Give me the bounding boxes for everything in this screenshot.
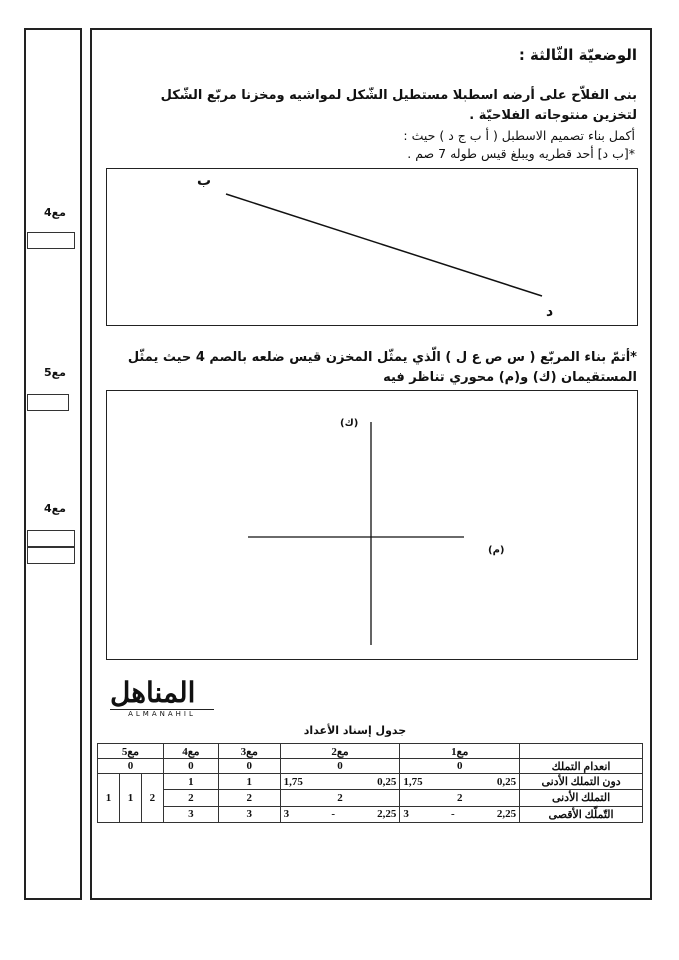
table-row: [98, 774, 643, 790]
cell: 1: [163, 774, 218, 790]
cell: 3: [218, 806, 280, 822]
cell: 0: [400, 759, 520, 774]
logo-latin: ALMANAHIL: [128, 710, 196, 718]
axis-k-label: (ك): [340, 418, 359, 429]
margin-column: [24, 28, 82, 900]
m5-sub-cell: 2: [141, 774, 163, 822]
cell: 2: [400, 790, 520, 806]
logo-arabic: المناهل: [110, 676, 196, 709]
task2-text: *أتمّ بناء المربّع ( س ص ع ل ) الّذي يمثّل المخزن قيس ضلعه بالصم 4 حيث يمثّل المستقيمان (ك) و(م) محوري تناظر فيه: [127, 350, 637, 385]
table-row: [98, 806, 643, 822]
point-b-label: ب: [197, 173, 212, 189]
margin-mark-3: مع4: [44, 502, 66, 515]
axis-m-label: (م): [488, 545, 505, 556]
cell: 0: [163, 759, 218, 774]
header-m5: مع5: [98, 744, 164, 759]
cell: 2: [218, 790, 280, 806]
task1-line1: أكمل بناء تصميم الاسطبل ( أ ب ج د ) حيث :: [403, 128, 635, 143]
m5-merged: [98, 774, 164, 823]
cell: 2: [280, 790, 400, 806]
header-m4: مع4: [163, 744, 218, 759]
diagonal-bd: [106, 168, 638, 326]
row-label: التملك الأدنى: [520, 790, 643, 806]
margin-mark-1: مع4: [44, 206, 66, 219]
row-label: التّملّك الأقصى: [520, 806, 643, 822]
range-low: 3: [283, 808, 290, 821]
row-label: انعدام التملك: [520, 759, 643, 774]
margin-mark-2: مع5: [44, 366, 66, 379]
range-low: 3: [403, 808, 409, 821]
table-header-row: [98, 744, 643, 759]
margin-score-box-1[interactable]: [27, 232, 75, 249]
header-m2: مع2: [280, 744, 400, 759]
range-high: 2,25: [496, 808, 517, 821]
cell: 0: [98, 759, 164, 774]
range-high: 2,25: [377, 808, 397, 821]
header-m1: مع1: [400, 744, 520, 759]
range-low: 1,75: [403, 775, 423, 788]
margin-score-box-3b[interactable]: [27, 547, 75, 564]
header-m3: مع3: [218, 744, 280, 759]
symmetry-axes: [106, 390, 638, 660]
margin-score-box-3a[interactable]: [27, 530, 75, 547]
almanahil-logo: [110, 678, 214, 719]
table-row: [98, 759, 643, 774]
range-high: 0,25: [496, 775, 517, 788]
cell: 3: [163, 806, 218, 822]
cell-range: [280, 774, 400, 790]
point-d-label: د: [546, 304, 554, 320]
range-dash: -: [331, 808, 335, 821]
m5-sub-cell: 1: [119, 774, 141, 822]
grading-table: [97, 743, 643, 823]
cell: 0: [280, 759, 400, 774]
intro-text: بنى الفلاّح على أرضه اسطبلا مستطيل الشّكل لمواشيه ومخزنا مربّع الشّكل لتخزين منتوجاته الفلاحيّة .: [160, 88, 637, 123]
task1-line2: *[ب د] أحد قطريه ويبلغ قيس طوله 7 صم .: [407, 146, 635, 161]
cell-range: [400, 806, 520, 822]
range-low: 1,75: [283, 775, 303, 788]
range-dash: -: [451, 808, 455, 821]
cell: 0: [218, 759, 280, 774]
segment-bd: [226, 194, 542, 296]
margin-score-box-2[interactable]: [27, 394, 69, 411]
cell-range: [400, 774, 520, 790]
section-heading: الوضعيّة الثّالثة :: [518, 46, 637, 64]
range-high: 0,25: [377, 775, 397, 788]
row-label: دون التملك الأدنى: [520, 774, 643, 790]
cell: 2: [163, 790, 218, 806]
table-caption: جدول إسناد الأعداد: [303, 724, 407, 737]
table-row: [98, 790, 643, 806]
cell: 1: [218, 774, 280, 790]
cell-range: [280, 806, 400, 822]
m5-sub-cell: 1: [105, 792, 112, 804]
header-label: [520, 744, 643, 759]
